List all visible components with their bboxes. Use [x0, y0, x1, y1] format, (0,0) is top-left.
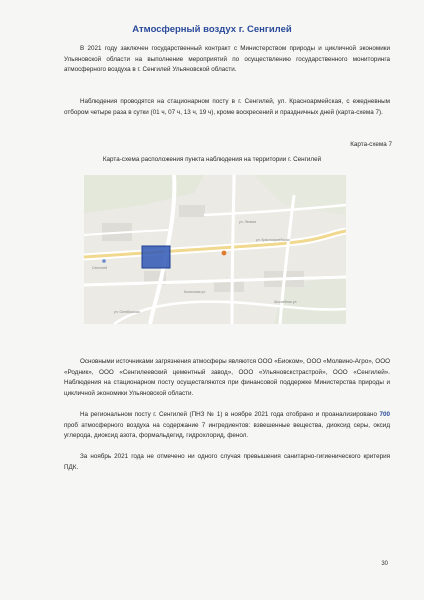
- map-street-label: Шоссейная ул.: [274, 300, 298, 304]
- map-street-label: Сенгилей: [92, 266, 108, 270]
- paragraph-conclusion: За ноябрь 2021 года не отмечено ни одного случая превышения санитарно-гигиенического критерия ПДК.: [64, 453, 390, 471]
- page-title: Атмосферный воздух г. Сенгилей: [132, 24, 292, 35]
- page-number: 30: [381, 561, 388, 567]
- map-number-label: Карта-схема 7: [350, 141, 392, 148]
- location-map: [84, 175, 346, 324]
- samples-count: 700: [379, 411, 390, 418]
- poi-pin-icon: [102, 259, 106, 263]
- poi-pin-icon: [222, 251, 227, 256]
- samples-text-end: проб атмосферного воздуха на содержание 7 ингредиентов: взвешенные вещества, диоксид серы, оксид углерода, диоксид азота, формальдегид, гидрохлорид, фенол.: [64, 421, 390, 440]
- paragraph-samples: [64, 410, 390, 442]
- map-street-label: ул. Ленина: [239, 220, 257, 224]
- map-street-label: Колхозная ул.: [184, 290, 206, 294]
- paragraph-sources: Основными источниками загрязнения атмосферы являются ООО «Биоком», ООО «Молвино-Агро», ООО «Родник», ООО «Сенгилеевский цементный завод», ООО «Ульяновскстрастрой», ООО «Сенгилей». Наблюдения на стационарном посту осуществляются при финансовой поддержке Министерства природы и цикличной экономики Ульяновской области.: [64, 358, 390, 397]
- paragraph-observations: Наблюдения проводятся на стационарном посту в г. Сенгилей, ул. Красноармейская, с ежедневным отбором четыре раза в сутки (01 ч, 07 ч, 13 ч, 19 ч), кроме воскресений и праздничных дней (карта-схема 7).: [64, 98, 390, 116]
- map-street-label: ул. Октябрьская: [114, 310, 140, 314]
- samples-text-start: На региональном посту г. Сенгилей (ПНЗ № 1) в ноябре 2021 года отобрано и проанализировано: [80, 411, 380, 418]
- map-caption: Карта-схема расположения пункта наблюдения на территории г. Сенгилей: [102, 156, 322, 163]
- observation-post-marker: [142, 246, 170, 268]
- paragraph-contract: В 2021 году заключен государственный контракт с Министерством природы и цикличной экономики Ульяновской области на выполнение мероприятий по осуществлению государственного мониторинга атмосферного воздуха в г. Сенгилей Ульяновской области.: [64, 45, 390, 74]
- map-drawing: [84, 175, 346, 324]
- map-street-label: ул. Красноармейская: [256, 238, 290, 242]
